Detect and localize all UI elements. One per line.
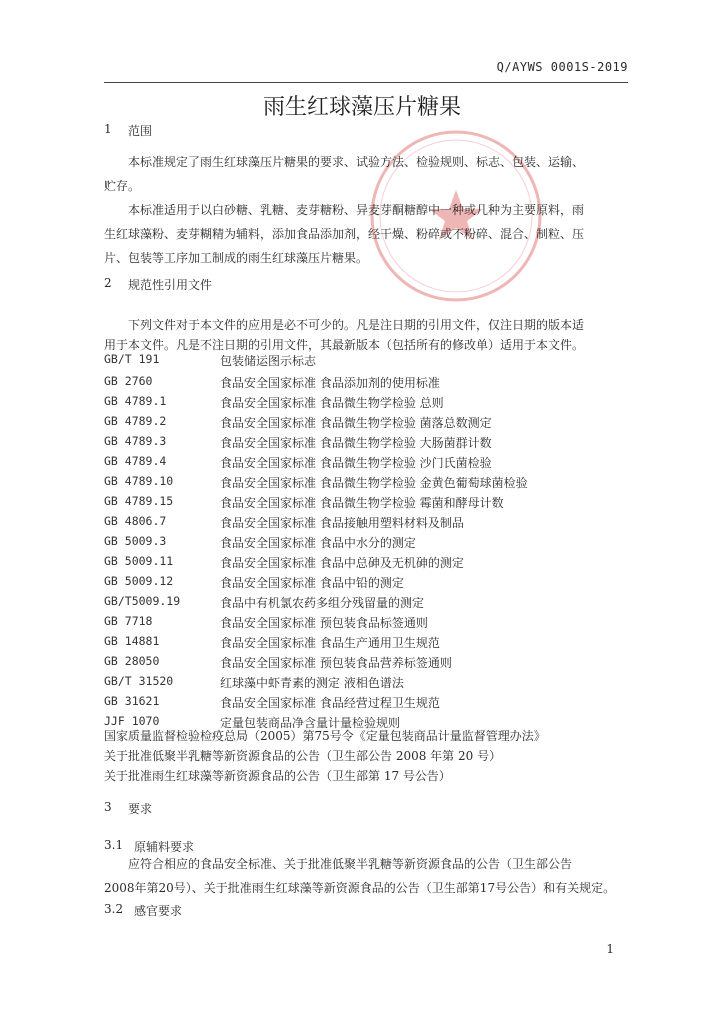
ref-code: GB 31621 [104, 694, 160, 708]
section-2-number: 2 [104, 276, 112, 290]
extra-reference: 关于批准低聚半乳糖等新资源食品的公告（卫生部公告 2008 年第 20 号） [104, 749, 502, 763]
ref-title: 食品安全国家标准 预包装食品标签通则 [220, 616, 428, 630]
ref-code: GB 7718 [104, 614, 153, 628]
ref-title: 红球藻中虾青素的测定 液相色谱法 [220, 676, 404, 690]
ref-code: GB 4789.2 [104, 414, 167, 428]
raw-material-requirement: 应符合相应的食品安全标准、关于批准低聚半乳糖等新资源食品的公告（卫生部公告 [128, 857, 573, 871]
ref-title: 包装储运图示标志 [220, 354, 317, 368]
subsection-3-1-heading: 原辅料要求 [134, 840, 195, 854]
section-3-number: 3 [104, 800, 112, 814]
document-code: Q/AYWS 0001S-2019 [496, 60, 628, 74]
scope-paragraph-1: 本标准规定了雨生红球藻压片糖果的要求、试验方法、检验规则、标志、包装、运输、 [128, 155, 585, 169]
subsection-3-2-number: 3.2 [104, 902, 124, 916]
extra-reference: 国家质量监督检验检疫总局（2005）第75号令《定量包装商品计量监督管理办法》 [104, 729, 546, 743]
ref-title: 食品安全国家标准 食品添加剂的使用标准 [220, 376, 440, 390]
header-rule [104, 82, 628, 83]
ref-code: GB 4789.15 [104, 494, 174, 508]
section-1-number: 1 [104, 122, 112, 136]
scope-paragraph-2-cont: 生红球藻粉、麦芽糊精为辅料，添加食品添加剂，经干燥、粉碎或不粉碎、混合、制粒、压 [104, 227, 585, 241]
ref-code: GB 5009.3 [104, 534, 167, 548]
ref-title: 食品安全国家标准 食品微生物学检验 菌落总数测定 [220, 416, 492, 430]
ref-code: GB 5009.12 [104, 574, 174, 588]
subsection-3-1-number: 3.1 [104, 838, 124, 852]
ref-code: GB 4789.10 [104, 474, 174, 488]
ref-title: 食品安全国家标准 预包装食品营养标签通则 [220, 656, 452, 670]
ref-title: 食品安全国家标准 食品微生物学检验 金黄色葡萄球菌检验 [220, 476, 528, 490]
scope-paragraph-2-cont: 片、包装等工序加工制成的雨生红球藻压片糖果。 [104, 251, 369, 265]
ref-code: GB/T 191 [104, 352, 160, 366]
ref-code: GB 5009.11 [104, 554, 174, 568]
ref-code: GB 2760 [104, 374, 153, 388]
subsection-3-2-heading: 感官要求 [134, 904, 183, 918]
extra-reference: 关于批准雨生红球藻等新资源食品的公告（卫生部第 17 号公告） [104, 769, 451, 783]
page-number: 1 [606, 942, 614, 956]
ref-code: GB 4789.4 [104, 454, 167, 468]
ref-title: 食品安全国家标准 食品接触用塑料材料及制品 [220, 516, 464, 530]
ref-title: 食品安全国家标准 食品微生物学检验 沙门氏菌检验 [220, 456, 492, 470]
ref-code: GB/T5009.19 [104, 594, 181, 608]
raw-material-requirement-cont: 2008年第20号）、关于批准雨生红球藻等新资源食品的公告（卫生部第17号公告）和有关规定。 [104, 881, 616, 895]
ref-code: JJF 1070 [104, 714, 160, 728]
ref-code: GB 4789.1 [104, 394, 167, 408]
ref-title: 食品安全国家标准 食品微生物学检验 霉菌和酵母计数 [220, 496, 504, 510]
ref-code: GB 28050 [104, 654, 160, 668]
section-1-heading: 范围 [128, 124, 153, 138]
ref-title: 食品安全国家标准 食品微生物学检验 大肠菌群计数 [220, 436, 492, 450]
section-2-heading: 规范性引用文件 [128, 278, 213, 292]
scope-paragraph-2: 本标准适用于以白砂糖、乳糖、麦芽糖粉、异麦芽酮糖醇中一种或几种为主要原料，雨 [128, 203, 585, 217]
ref-title: 食品安全国家标准 食品中总砷及无机砷的测定 [220, 556, 464, 570]
scope-paragraph-1-cont: 贮存。 [104, 179, 141, 193]
ref-title: 食品安全国家标准 食品经营过程卫生规范 [220, 696, 440, 710]
ref-title: 食品安全国家标准 食品中水分的测定 [220, 536, 416, 550]
references-intro-cont: 用于本文件。凡是不注日期的引用文件，其最新版本（包括所有的修改单）适用于本文件。 [104, 338, 585, 352]
ref-code: GB 4789.3 [104, 434, 167, 448]
ref-code: GB/T 31520 [104, 674, 174, 688]
ref-title: 食品安全国家标准 食品微生物学检验 总则 [220, 396, 444, 410]
ref-title: 食品中有机氯农药多组分残留量的测定 [220, 596, 425, 610]
document-title: 雨生红球藻压片糖果 [262, 95, 461, 120]
ref-title: 定量包装商品净含量计量检验规则 [220, 716, 401, 730]
ref-code: GB 4806.7 [104, 514, 167, 528]
ref-title: 食品安全国家标准 食品生产通用卫生规范 [220, 636, 440, 650]
ref-code: GB 14881 [104, 634, 160, 648]
ref-title: 食品安全国家标准 食品中铅的测定 [220, 576, 404, 590]
references-intro: 下列文件对于本文件的应用是必不可少的。凡是注日期的引用文件，仅注日期的版本适 [128, 318, 585, 332]
section-3-heading: 要求 [128, 802, 153, 816]
